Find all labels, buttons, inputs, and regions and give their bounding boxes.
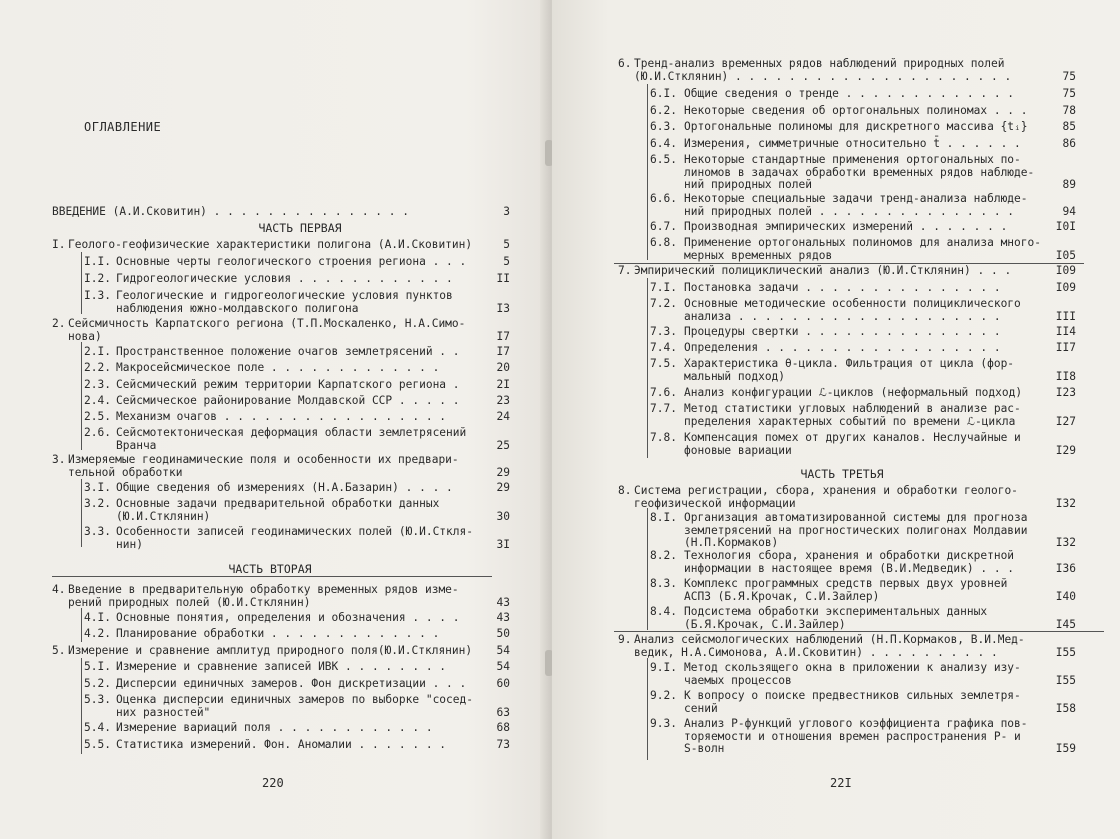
toc-section: 7.I. Постановка задачи . . . . . . . . . . . . . . . I09 [650,281,1076,294]
margin-rule [81,252,82,314]
divider [614,631,1104,632]
page-number-left: 220 [262,776,284,790]
margin-rule [647,278,648,458]
toc-section: 7.6. Анализ конфигурации ℒ-циклов (неформальный подход) I23 [650,386,1076,399]
toc-section: I.3. Геологические и гидрогеологические условия пунктов наблюдения южно-молдавского полигона I3 [84,289,510,315]
toc-section: 2.3. Сейсмический режим территории Карпатского региона . 2I [84,378,510,391]
toc-section: 2.2. Макросейсмическое поле . . . . . . . . . . . . . 20 [84,361,510,374]
part-heading-3: ЧАСТЬ ТРЕТЬЯ [800,467,884,481]
margin-rule [81,342,82,450]
toc-section: 8.I. Организация автоматизированной системы для прогноза землетрясений на прогностических полигонах Молдавии (Н.П.Кормаков) I32 [650,511,1076,550]
toc-section: 3.2. Основные задачи предварительной обработки данных (Ю.И.Стклянин) 30 [84,497,510,523]
toc-section: 6.5. Некоторые стандартные применения ортогональных по- линомов в задачах обработки временных рядов наблюде- ний природных полей 89 [650,153,1076,192]
toc-section: 4.2. Планирование обработки . . . . . . . . . . . . . 50 [84,627,510,640]
toc-section: 7.5. Характеристика θ-цикла. Фильтрация от цикла (фор- мальный подход) II8 [650,357,1076,383]
toc-chapter-5: 5. Измерение и сравнение амплитуд природного поля(Ю.И.Стклянин) 54 [52,644,510,657]
toc-section: 5.2. Дисперсии единичных замеров. Фон дискретизации . . . 60 [84,677,510,690]
margin-rule [647,658,648,760]
toc-section: 2.5. Механизм очагов . . . . . . . . . . . . . . . . . 24 [84,410,510,423]
toc-section: 8.2. Технология сбора, хранения и обработки дискретной информации в настоящее время (В.И.Медведик) . . . I36 [650,549,1076,575]
divider [52,576,492,577]
toc-chapter-9: 9. Анализ сейсмологических наблюдений (Н.П.Кормаков, В.И.Мед- ведик, Н.А.Симонова, А.И.Сковитин) . . . . . . . . . . I55 [618,633,1076,659]
margin-rule [81,658,82,754]
toc-section: 8.3. Комплекс программных средств первых двух уровней АСПЗ (Б.Я.Крочак, С.И.Зайлер) I40 [650,577,1076,603]
margin-rule [647,508,648,630]
toc-section: 9.2. К вопросу о поиске предвестников сильных землетря- сений I58 [650,689,1076,715]
toc-section: 9.I. Метод скользящего окна в приложении к анализу изу- чаемых процессов I55 [650,661,1076,687]
toc-chapter-4: 4. Введение в предварительную обработку временных рядов изме- рений природных полей (Ю.И.Стклянин) 43 [52,583,510,609]
margin-rule [647,84,648,260]
toc-section: 6.8. Применение ортогональных полиномов для анализа много- мерных временных рядов I05 [650,236,1076,262]
right-page [552,0,1120,839]
toc-section: 7.4. Определения . . . . . . . . . . . . . . . . . . II7 [650,341,1076,354]
toc-section: 6.6. Некоторые специальные задачи тренд-анализа наблюде- ний природных полей . . . . . . . . . . . . . . . 94 [650,192,1076,218]
toc-section: 7.8. Компенсация помех от других каналов. Неслучайные и фоновые вариации I29 [650,431,1076,457]
page-number-right: 22I [830,776,852,790]
toc-section: 6.4. Измерения, симметричные относительно t̄ . . . . . . 86 [650,137,1076,150]
toc-section: 3.I. Общие сведения об измерениях (Н.А.Базарин) . . . . 29 [84,481,510,494]
toc-section: I.2. Гидрогеологические условия . . . . . . . . . . . . II [84,272,510,285]
toc-section: 8.4. Подсистема обработки экспериментальных данных (Б.Я.Крочак, С.И.Зайлер) I45 [650,605,1076,631]
toc-chapter-3: 3. Измеряемые геодинамические поля и особенности их предвари- тельной обработки 29 [52,453,510,479]
toc-section: 4.I. Основные понятия, определения и обозначения . . . . 43 [84,611,510,624]
toc-section: 5.3. Оценка дисперсии единичных замеров по выборке "сосед- них разностей" 63 [84,693,510,719]
toc-section: 7.3. Процедуры свертки . . . . . . . . . . . . . . . II4 [650,325,1076,338]
toc-title: ОГЛАВЛЕНИЕ [84,120,162,134]
toc-section: 3.3. Особенности записей геодинамических полей (Ю.И.Сткля- нин) 3I [84,525,510,551]
toc-chapter-8: 8. Система регистрации, сбора, хранения и обработки геолого- геофизической информации I32 [618,484,1076,510]
toc-section: 5.4. Измерение вариаций поля . . . . . . . . . . . . 68 [84,721,510,734]
toc-chapter-1: I. Геолого-геофизические характеристики полигона (А.И.Сковитин) 5 [52,238,510,251]
toc-section: 5.I. Измерение и сравнение записей ИВК . . . . . . . . 54 [84,660,510,673]
toc-section: 5.5. Статистика измерений. Фон. Аномалии . . . . . . . 73 [84,738,510,751]
margin-rule [81,608,82,642]
part-heading-2: ЧАСТЬ ВТОРАЯ [228,562,312,576]
toc-section: 6.2. Некоторые сведения об ортогональных полиномах . . . 78 [650,104,1076,117]
left-page [0,0,548,839]
toc-section: 2.6. Сейсмотектоническая деформация области землетрясений Вранча 25 [84,426,510,452]
toc-section: 7.7. Метод статистики угловых наблюдений в анализе рас- пределения характерных событий по времени ℒ-цикла I27 [650,402,1076,428]
toc-section: 2.I. Пространственное положение очагов землетрясений . . I7 [84,345,510,358]
toc-entry-intro: ВВЕДЕНИЕ (А.И.Сковитин) . . . . . . . . . . . . . . . 3 [52,205,510,218]
part-heading-1: ЧАСТЬ ПЕРВАЯ [258,221,342,235]
toc-section: I.I. Основные черты геологического строения региона . . . 5 [84,255,510,268]
toc-section: 6.I. Общие сведения о тренде . . . . . . . . . . . . . 75 [650,87,1076,100]
toc-section: 2.4. Сейсмическое районирование Молдавской ССР . . . . . 23 [84,394,510,407]
toc-section: 6.7. Производная эмпирических измерений . . . . . . . I0I [650,220,1076,233]
toc-section: 6.3. Ортогональные полиномы для дискретного массива {tᵢ} 85 [650,120,1076,133]
toc-chapter-2: 2. Сейсмичность Карпатского региона (Т.П.Москаленко, Н.А.Симо- нова) I7 [52,317,510,343]
toc-chapter-6: 6. Тренд-анализ временных рядов наблюдений природных полей (Ю.И.Стклянин) . . . . . . . . . . . . . . . . . . . . . 75 [618,57,1076,83]
divider [614,263,1084,264]
toc-section: 7.2. Основные методические особенности полициклического анализа . . . . . . . . . . . . . . . . . . . . III [650,297,1076,323]
margin-rule [81,479,82,547]
toc-section: 9.3. Анализ Р-функций углового коэффициента графика пов- торяемости и отношения времен распространения Р- и S-волн I59 [650,717,1076,756]
toc-chapter-7: 7. Эмпирический полициклический анализ (Ю.И.Стклянин) . . . I09 [618,264,1076,277]
